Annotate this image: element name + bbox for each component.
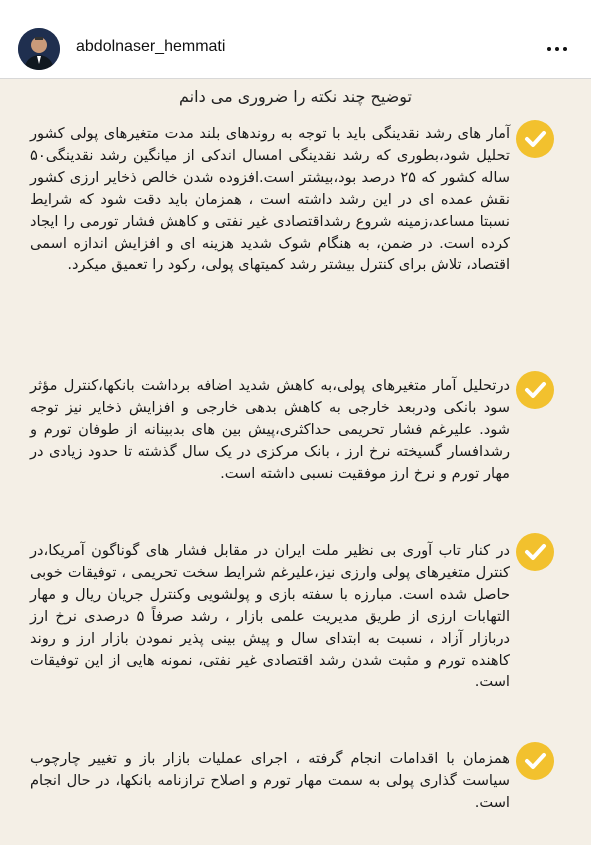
paragraph-2: [30, 375, 510, 485]
check-icon: [516, 371, 554, 409]
paragraph-4: [30, 748, 510, 814]
paragraph-text: آمار های رشد نقدینگی باید با توجه به روندهای بلند مدت متغیرهای پولی کشور تحلیل شود،بطوری که رشد نقدینگی امسال اندکی از میانگین رشد نقدینگی۵۰ ساله کشور که ۲۵ درصد بود،بیشتر است.افزوده شدن خالص ذخایر ارزی کشور نقش عمده ای در این رشد داشته است ، همزمان باید دقت شود که شرایط نسبتا مساعد،زمینه شروع رشداقتصادی غیر نفتی و کاهش فشار تورمی را ایجاد کرده است. در ضمن، به هنگام شوک شدید هزینه ای و افزایش اندازه اسمی اقتصاد، تلاش برای کنترل بیشتر رشد کمیتهای پولی، رکود را تعمیق میکرد.: [30, 125, 510, 274]
post-title: توضیح چند نکته را ضروری می دانم: [179, 87, 412, 106]
more-options-icon[interactable]: [545, 36, 569, 55]
post-image: [0, 79, 591, 845]
check-icon: [516, 742, 554, 780]
paragraph-text: در کنار تاب آوری بی نظیر ملت ایران در مقابل فشار های گوناگون آمریکا،در کنترل متغیرهای پولی وارزی نیز،علیرغم شرایط سخت تحریمی ، توفیقات خوبی حاصل شده است. مبارزه با سفته بازی و پولشویی وکنترل جریان ریال و مهار التهابات ارزی از طریق مدیریت علمی بازار ، رشد صرفاً ۵ درصدی نرخ ارز دربازار آزاد ، نسبت به ابتدای سال و پیش بینی پذیر نمودن بازار ارز و روند کاهنده تورم و مثبت شدن رشد اقتصادی غیر نفتی، نمونه هایی از این توفیقات است.: [30, 542, 511, 691]
avatar-image: [18, 28, 60, 70]
paragraph-text: درتحلیل آمار متغیرهای پولی،به کاهش شدید اضافه برداشت بانکها،کنترل مؤثر سود بانکی ودربعد خارجی به کاهش بدهی خارجی و افزایش ذخایر نیز توجه شود. علیرغم فشار تحریمی حداکثری،پیش بین های بدبینانه از طوفان تورم و رشدافسار گسیخته نرخ ارز ، بانک مرکزی در یک سال گذشته تا حدود زیادی در مهار تورم و نرخ ارز موفقیت نسبی داشته است.: [30, 377, 510, 482]
paragraph-text: همزمان با اقدامات انجام گرفته ، اجرای عملیات بازار باز و تغییر چارچوب سیاست گذاری پولی به سمت مهار تورم و اصلاح ترازنامه بانکها، در حال انجام است.: [30, 750, 510, 811]
check-icon: [516, 533, 554, 571]
more-dot: [563, 47, 567, 51]
post-header: [0, 0, 591, 78]
paragraph-3: [30, 540, 510, 693]
more-dot: [547, 47, 551, 51]
more-dot: [555, 47, 559, 51]
profile-avatar[interactable]: [18, 28, 60, 70]
paragraph-1: [30, 123, 510, 276]
check-icon: [516, 120, 554, 158]
username[interactable]: abdolnaser_hemmati: [76, 38, 226, 55]
